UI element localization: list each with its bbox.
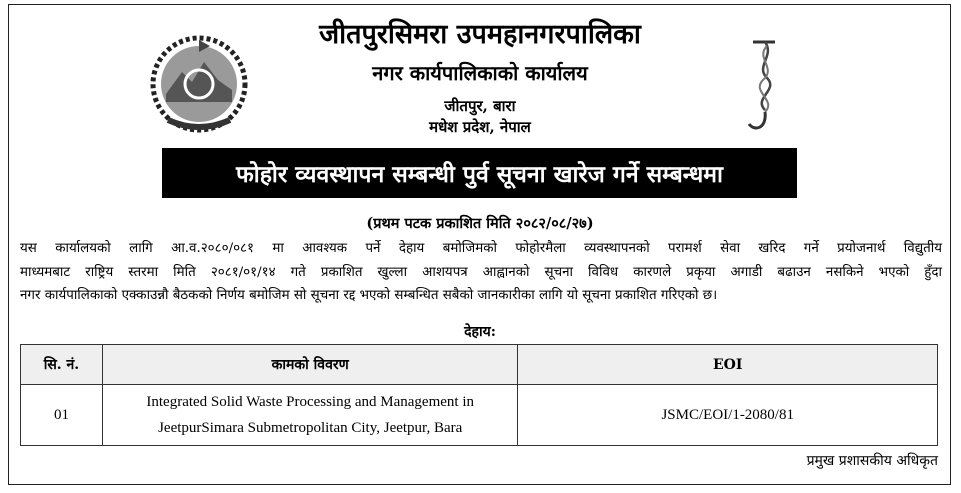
published-date: (प्रथम पटक प्रकाशित मिति २०८२/०८/२७) — [366, 215, 594, 232]
address-line-1: जीतपुर, बारा — [444, 97, 516, 115]
column-header-sn: सि. नं. — [21, 345, 103, 385]
body-line: यस कार्यालयको लागि आ.व.२०८०/०८१ मा आवश्यक पर्ने देहाय बमोजिमको फोहोरमैला व्यवस्थापनको परामर्श सेवा खरिद गर्ने प्रयोजनार्थ विद्युतीय — [20, 241, 942, 256]
body-line: माध्यमबाट राष्ट्रिय स्तरमा मिति २०८१/०१/१४ गते प्रकाशित खुल्ला आशयपत्र आह्वानको सूचना विविध कारणले प्रकृया अगाडी बढाउन नसकिने भएको हुँदा — [20, 264, 942, 280]
items-table — [20, 344, 938, 446]
body-line: नगर कार्यपालिकाको एक्काउन्नौ बैठकको निर्णय बमोजिम सो सूचना रद्द भएको सम्बन्धित सबैको जानकारीका लागि यो सूचना प्रकाशित गरिएको छ। — [20, 288, 718, 303]
cell-eoi: JSMC/EOI/1-2080/81 — [518, 385, 938, 446]
cell-sn: 01 — [21, 385, 103, 446]
signature-title: प्रमुख प्रशासकीय अधिकृत — [806, 453, 938, 469]
description-line: JeetpurSimara Submetropolitan City, Jeetpur, Bara — [158, 420, 463, 436]
table-row — [21, 385, 938, 446]
list-heading: देहाय: — [464, 324, 496, 340]
description-line: Integrated Solid Waste Processing and Management in — [146, 394, 474, 410]
column-header-description: कामको विवरण — [102, 345, 518, 385]
office-title: नगर कार्यपालिकाको कार्यालय — [372, 61, 588, 85]
table-header-row — [21, 345, 938, 385]
column-header-eoi: EOI — [518, 345, 938, 385]
municipality-title: जीतपुरसिमरा उपमहानगरपालिका — [319, 19, 641, 50]
address-line-2: मधेश प्रदेश, नेपाल — [429, 118, 531, 136]
cell-description — [102, 385, 518, 446]
notice-heading-text: फोहोर व्यवस्थापन सम्बन्धी पुर्व सूचना खारेज गर्ने सम्बन्धमा — [236, 161, 723, 188]
notice-body — [20, 237, 942, 308]
notice-heading — [162, 148, 797, 198]
